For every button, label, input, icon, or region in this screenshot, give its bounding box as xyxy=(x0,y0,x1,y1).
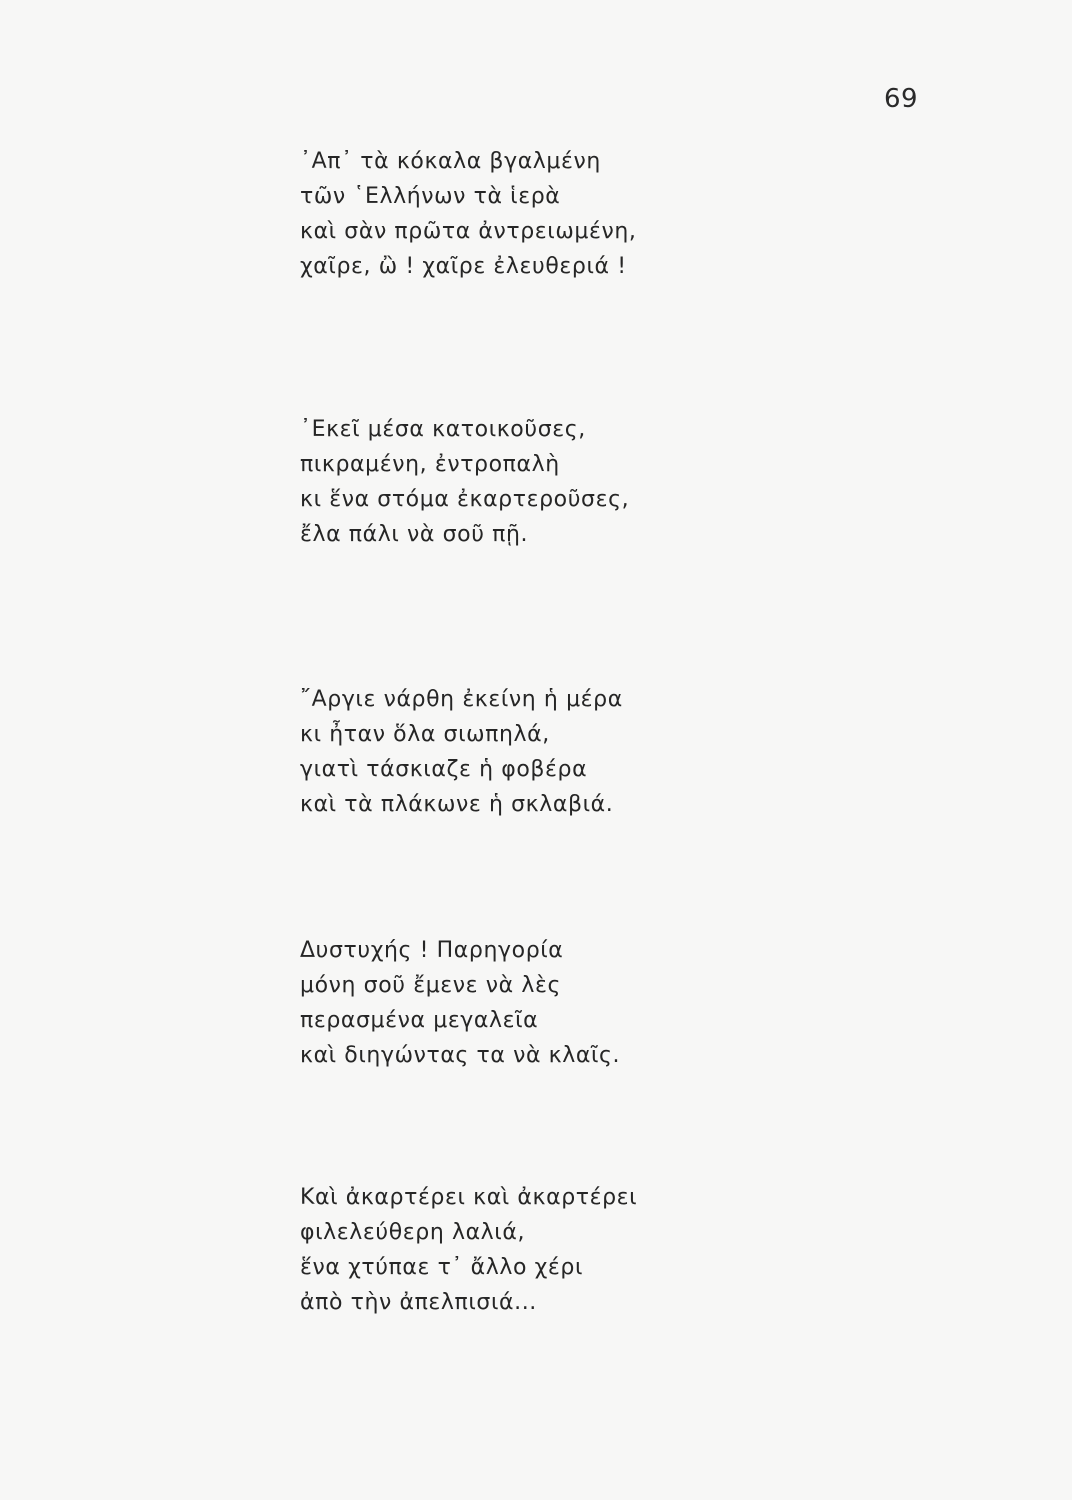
poem-line: πικραμένη, ἐντροπαλὴ xyxy=(300,452,560,477)
poem-line: μόνη σοῦ ἔμενε νὰ λὲς xyxy=(300,973,561,998)
poem-line: τῶν ῾Ελλήνων τὰ ἱερὰ xyxy=(300,184,561,209)
poem-line: κι ἕνα στόμα ἐκαρτεροῦσες, xyxy=(300,487,630,512)
poem-line: χαῖρε, ὢ ! χαῖρε ἐλευθεριά ! xyxy=(300,254,627,279)
poem-line: περασμένα μεγαλεῖα xyxy=(300,1008,539,1033)
stanza-2 xyxy=(300,412,629,552)
stanza-5 xyxy=(300,1180,637,1320)
poem-line: ἕνα χτύπαε τ᾿ ἄλλο χέρι xyxy=(300,1255,584,1280)
poem-line: γιατὶ τάσκιαζε ἡ φοβέρα xyxy=(300,757,588,782)
stanza-1 xyxy=(300,144,636,284)
poem-line: Δυστυχής ! Παρηγορία xyxy=(300,938,564,963)
poem-line: Καὶ ἀκαρτέρει καὶ ἀκαρτέρει xyxy=(300,1185,638,1210)
stanza-3 xyxy=(300,682,623,822)
poem-line: ἔλα πάλι νὰ σοῦ πῇ. xyxy=(300,522,529,547)
poem-line: κι ἦταν ὅλα σιωπηλά, xyxy=(300,722,550,747)
poem-line: ᾿Εκεῖ μέσα κατοικοῦσες, xyxy=(300,417,586,442)
poem-line: φιλελεύθερη λαλιά, xyxy=(300,1220,526,1245)
poem-line: ῎Αργιε νάρθη ἐκείνη ἡ μέρα xyxy=(300,687,623,712)
poem-line: καὶ τὰ πλάκωνε ἡ σκλαβιά. xyxy=(300,792,614,817)
poem-line: καὶ διηγώντας τα νὰ κλαῖς. xyxy=(300,1043,621,1068)
stanza-4 xyxy=(300,933,620,1073)
page-number: 69 xyxy=(884,84,919,114)
poem-line: καὶ σὰν πρῶτα ἀντρειωμένη, xyxy=(300,219,637,244)
poem-line: ἀπὸ τὴν ἀπελπισιά... xyxy=(300,1290,537,1315)
poem-line: ᾿Απ᾿ τὰ κόκαλα βγαλμένη xyxy=(300,149,601,174)
